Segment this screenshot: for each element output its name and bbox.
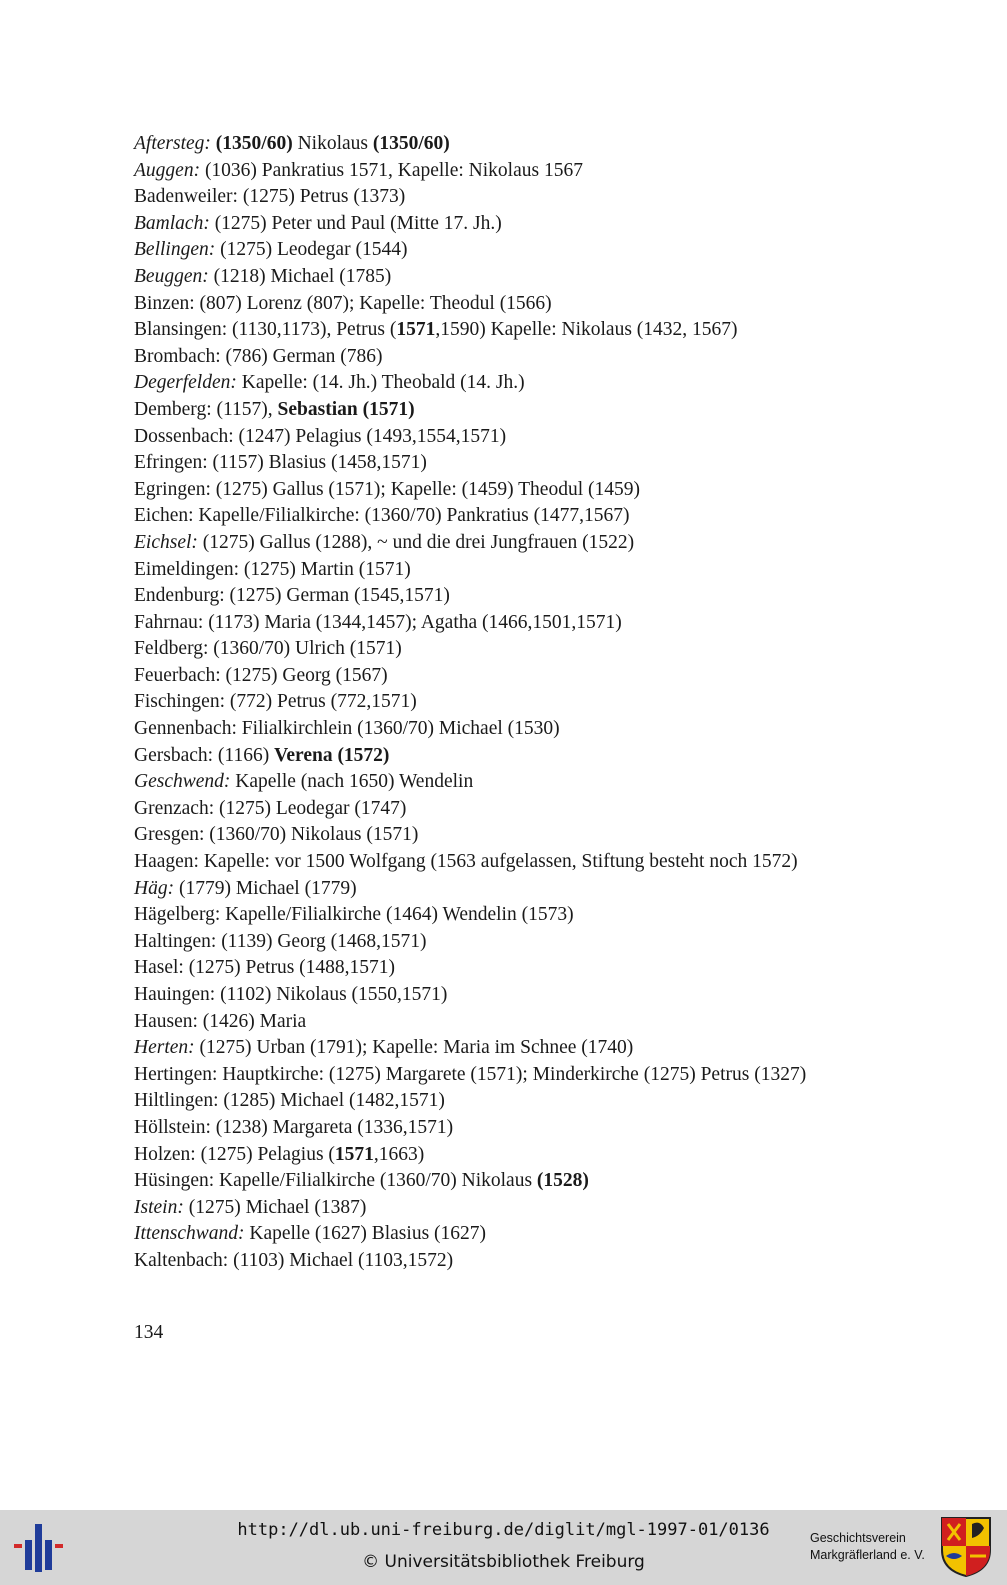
entry-text: (1275) Leodegar (1544)	[215, 239, 408, 261]
parish-entry	[134, 1088, 994, 1115]
entry-text: (1275) Michael (1387)	[183, 1196, 367, 1218]
parish-entry	[134, 131, 994, 158]
entry-text: Gennenbach: Filialkirchlein (1360/70) Michael (1530)	[134, 718, 560, 740]
place-name-italic: Bamlach:	[134, 212, 210, 234]
parish-entry	[134, 211, 994, 238]
place-name-italic: Istein:	[134, 1196, 184, 1218]
page-number: 134	[134, 1322, 164, 1343]
entry-text: Gersbach: (1166)	[134, 744, 275, 766]
bold-text: (1528)	[536, 1170, 589, 1192]
entry-text: Kapelle (1627) Blasius (1627)	[244, 1223, 487, 1245]
entry-text: Feldberg: (1360/70) Ulrich (1571)	[134, 638, 402, 660]
entry-text: Dossenbach: (1247) Pelagius (1493,1554,1571)	[134, 425, 507, 447]
entry-text: (1275) Urban (1791); Kapelle: Maria im Schnee (1740)	[194, 1037, 634, 1059]
entry-text: Eimeldingen: (1275) Martin (1571)	[134, 558, 411, 580]
parish-entry	[134, 929, 994, 956]
footer-bar	[0, 1510, 1007, 1585]
footer-copyright: © Universitätsbibliothek Freiburg	[362, 1552, 645, 1572]
parish-entry	[134, 822, 994, 849]
parish-entry	[134, 450, 994, 477]
entry-text: Haltingen: (1139) Georg (1468,1571)	[134, 930, 427, 952]
place-name-italic: Degerfelden:	[134, 372, 237, 394]
entry-text: (1218) Michael (1785)	[208, 265, 392, 287]
entry-text: Fahrnau: (1173) Maria (1344,1457); Agatha (1466,1501,1571)	[134, 611, 622, 633]
parish-entry	[134, 477, 994, 504]
parish-entry	[134, 610, 994, 637]
parish-entry	[134, 743, 994, 770]
place-name-italic: Auggen:	[134, 159, 201, 181]
entry-text: Hüsingen: Kapelle/Filialkirche (1360/70) Nikolaus	[134, 1170, 537, 1192]
parish-entry	[134, 663, 994, 690]
parish-entry	[134, 1142, 994, 1169]
entry-text: Hertingen: Hauptkirche: (1275) Margarete (1571); Minderkirche (1275) Petrus (1327)	[134, 1063, 807, 1085]
parish-entry	[134, 1221, 994, 1248]
entry-text: Grenzach: (1275) Leodegar (1747)	[134, 797, 407, 819]
entry-text: Feuerbach: (1275) Georg (1567)	[134, 664, 388, 686]
parish-entry	[134, 317, 994, 344]
parish-entry	[134, 344, 994, 371]
entry-text: Hägelberg: Kapelle/Filialkirche (1464) Wendelin (1573)	[134, 904, 574, 926]
bold-text: 1571	[396, 319, 436, 341]
place-name-italic: Herten:	[134, 1037, 195, 1059]
parish-entry	[134, 530, 994, 557]
entry-text: Hausen: (1426) Maria	[134, 1010, 307, 1032]
parish-entry	[134, 796, 994, 823]
entry-text: Brombach: (786) German (786)	[134, 345, 383, 367]
parish-entry	[134, 716, 994, 743]
entry-text: Nikolaus	[292, 133, 373, 154]
parish-entry	[134, 1009, 994, 1036]
parish-entry	[134, 876, 994, 903]
entry-text: Hauingen: (1102) Nikolaus (1550,1571)	[134, 984, 448, 1005]
entry-text: Egringen: (1275) Gallus (1571); Kapelle: (1459) Theodul (1459)	[134, 478, 640, 500]
entry-text: (1036) Pankratius 1571, Kapelle: Nikolaus 1567	[200, 159, 583, 181]
place-name-italic: Eichsel:	[134, 531, 198, 553]
parish-entry	[134, 397, 994, 424]
bold-text: (1350/60)	[215, 133, 293, 154]
parish-entry	[134, 503, 994, 530]
entry-text: Holzen: (1275) Pelagius (	[134, 1143, 335, 1165]
entry-text: Binzen: (807) Lorenz (807); Kapelle: Theodul (1566)	[134, 292, 552, 314]
entry-text: Höllstein: (1238) Margareta (1336,1571)	[134, 1116, 454, 1138]
entry-text: (1275) Peter und Paul (Mitte 17. Jh.)	[209, 212, 502, 234]
footer-url-link[interactable]: http://dl.ub.uni-freiburg.de/diglit/mgl-1997-01/0136	[237, 1520, 770, 1540]
parish-entry	[134, 583, 994, 610]
parish-entry	[134, 291, 994, 318]
entry-text: Kaltenbach: (1103) Michael (1103,1572)	[134, 1249, 454, 1271]
entry-text: Kapelle: (14. Jh.) Theobald (14. Jh.)	[236, 372, 525, 394]
parish-entry	[134, 1168, 994, 1195]
entry-text: Hasel: (1275) Petrus (1488,1571)	[134, 957, 396, 979]
entry-text: Badenweiler: (1275) Petrus (1373)	[134, 186, 406, 208]
parish-entry	[134, 1248, 994, 1275]
parish-entry	[134, 1195, 994, 1222]
entry-text: ,1590) Kapelle: Nikolaus (1432, 1567)	[435, 319, 738, 341]
parish-entry	[134, 689, 994, 716]
parish-entry	[134, 955, 994, 982]
place-name-italic: Ittenschwand:	[134, 1223, 245, 1245]
coat-of-arms-icon	[940, 1516, 992, 1578]
society-name	[810, 1530, 925, 1564]
parish-entry	[134, 237, 994, 264]
entry-text: (1275) Gallus (1288), ~ und die drei Jungfrauen (1522)	[197, 531, 635, 553]
parish-entry	[134, 424, 994, 451]
parish-entry	[134, 1115, 994, 1142]
entry-text: (1779) Michael (1779)	[174, 877, 357, 899]
parish-entry	[134, 636, 994, 663]
bold-text: 1571	[334, 1143, 374, 1165]
entry-text: Hiltlingen: (1285) Michael (1482,1571)	[134, 1090, 445, 1112]
entry-text: Blansingen: (1130,1173), Petrus (	[134, 319, 397, 341]
bold-text: (1350/60)	[372, 133, 450, 154]
parish-entry	[134, 184, 994, 211]
parish-entry	[134, 982, 994, 1009]
parish-entry	[134, 158, 994, 185]
place-name-italic: Aftersteg:	[134, 133, 211, 154]
bold-text: Sebastian (1571)	[277, 398, 415, 420]
parish-entry	[134, 557, 994, 584]
entry-text: Haagen: Kapelle: vor 1500 Wolfgang (1563 aufgelassen, Stiftung besteht noch 1572)	[134, 851, 798, 873]
parish-entry	[134, 849, 994, 876]
parish-entry	[134, 1062, 994, 1089]
society-line-1: Geschichtsverein	[810, 1531, 906, 1545]
entry-text: Gresgen: (1360/70) Nikolaus (1571)	[134, 824, 419, 846]
parish-entry	[134, 1035, 994, 1062]
place-name-italic: Bellingen:	[134, 239, 216, 261]
entry-text: Endenburg: (1275) German (1545,1571)	[134, 585, 450, 607]
society-line-2: Markgräflerland e. V.	[810, 1548, 925, 1562]
parish-entry	[134, 902, 994, 929]
place-name-italic: Beuggen:	[134, 265, 209, 287]
entry-text: ,1663)	[373, 1143, 425, 1165]
entry-text: Kapelle (nach 1650) Wendelin	[230, 771, 474, 793]
entry-text: Demberg: (1157),	[134, 398, 278, 420]
parish-entry	[134, 370, 994, 397]
entry-text: Efringen: (1157) Blasius (1458,1571)	[134, 452, 427, 474]
entry-text: Eichen: Kapelle/Filialkirche: (1360/70) Pankratius (1477,1567)	[134, 505, 630, 527]
parish-entry	[134, 264, 994, 291]
parish-entry	[134, 769, 994, 796]
parish-list	[134, 131, 994, 1275]
entry-text: Fischingen: (772) Petrus (772,1571)	[134, 691, 417, 713]
place-name-italic: Geschwend:	[134, 771, 231, 793]
bold-text: Verena (1572)	[274, 744, 390, 766]
place-name-italic: Häg:	[134, 877, 175, 899]
